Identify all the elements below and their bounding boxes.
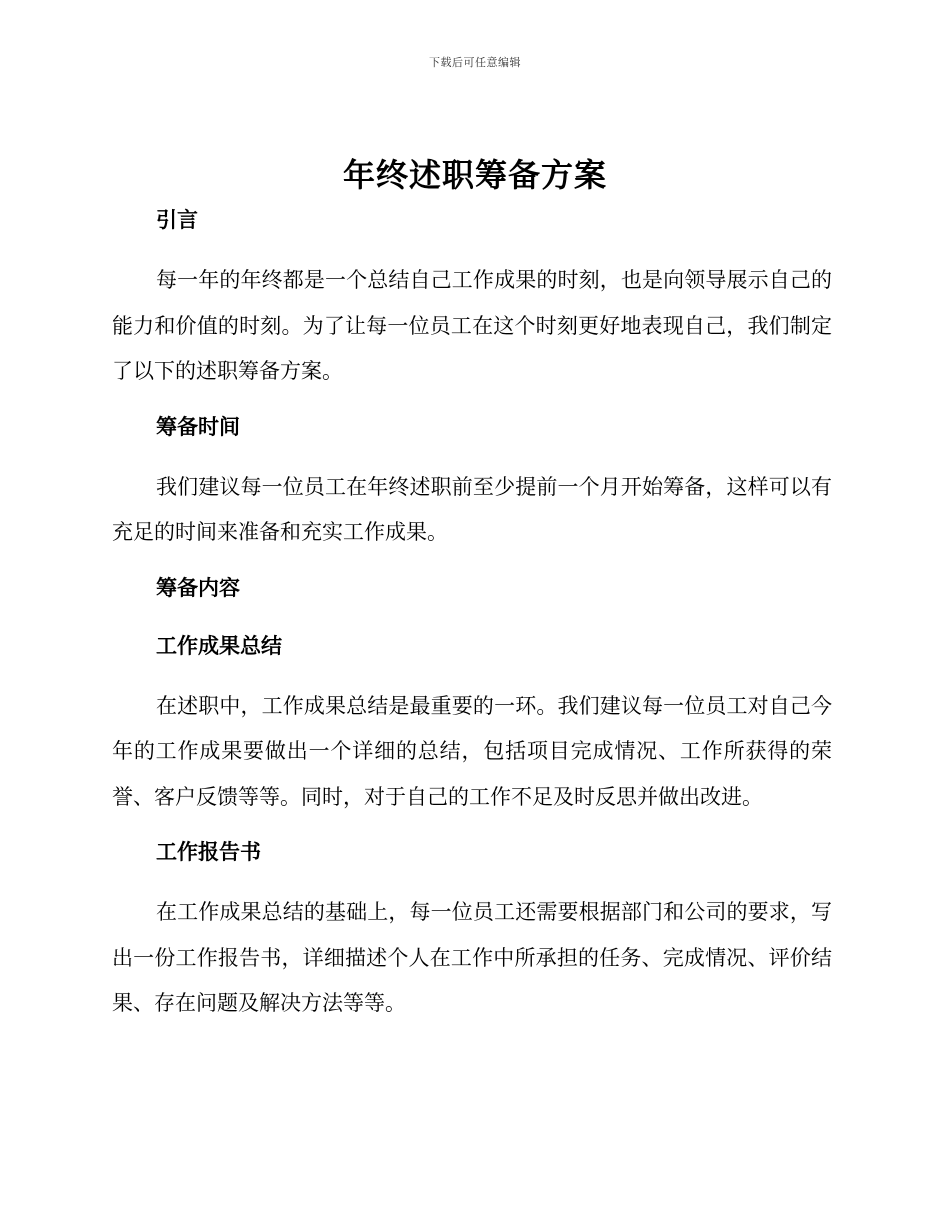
paragraph-work-report: 在工作成果总结的基础上，每一位员工还需要根据部门和公司的要求，写出一份工作报告书，详细描述个人在工作中所承担的任务、完成情况、评价结果、存在问题及解决方法等等。: [112, 900, 832, 1015]
section-heading-work-summary: 工作成果总结: [156, 633, 282, 658]
section-heading-intro: 引言: [156, 208, 198, 232]
paragraph-intro: 每一年的年终都是一个总结自己工作成果的时刻，也是向领导展示自己的能力和价值的时刻。为了让每一位员工在这个时刻更好地表现自己，我们制定了以下的述职筹备方案。: [112, 268, 832, 383]
header-note: 下载后可任意编辑: [429, 56, 521, 69]
section-heading-prep-time: 筹备时间: [156, 414, 240, 439]
paragraph-work-summary: 在述职中，工作成果总结是最重要的一环。我们建议每一位员工对自己今年的工作成果要做出一个详细的总结，包括项目完成情况、工作所获得的荣誉、客户反馈等等。同时，对于自己的工作不足及时反思并做出改进。: [112, 693, 832, 809]
paragraph-prep-time: 我们建议每一位员工在年终述职前至少提前一个月开始筹备，这样可以有充足的时间来准备和充实工作成果。: [112, 474, 832, 544]
document-body: [112, 200, 832, 1039]
document-title: 年终述职筹备方案: [342, 156, 607, 194]
section-heading-prep-content: 筹备内容: [156, 575, 240, 600]
section-heading-work-report: 工作报告书: [156, 840, 261, 864]
